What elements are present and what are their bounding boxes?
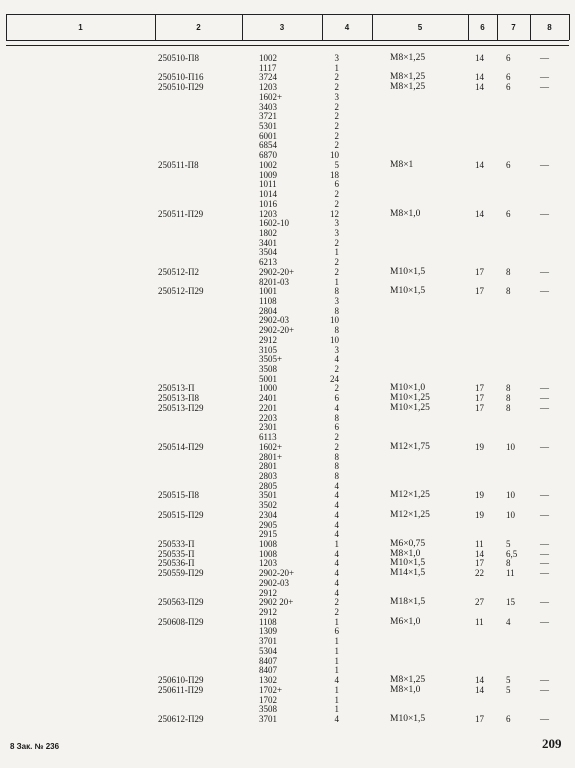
- cell-catalog-number: 1302: [259, 675, 277, 686]
- cell-catalog-number: 2912: [259, 587, 277, 598]
- cell-thread: M10×1,25: [390, 393, 430, 404]
- cell-height: 8: [506, 383, 511, 394]
- cell-catalog-number: 5304: [259, 645, 277, 656]
- cell-catalog-number: 3701: [259, 636, 277, 647]
- cell-designation: 250559-П29: [158, 568, 204, 579]
- cell-quantity: 1: [334, 247, 339, 258]
- cell-quantity: 24: [330, 373, 339, 384]
- cell-catalog-number: 6854: [259, 140, 277, 151]
- cell-quantity: 2: [334, 441, 339, 452]
- cell-catalog-number: 3508: [259, 704, 277, 715]
- header-col-5: 5: [417, 22, 423, 32]
- cell-catalog-number: 2912: [259, 607, 277, 618]
- cell-quantity: 8: [334, 461, 339, 472]
- cell-quantity: 1: [334, 704, 339, 715]
- cell-catalog-number: 6001: [259, 130, 277, 141]
- cell-quantity: 1: [334, 62, 339, 73]
- cell-catalog-number: 1011: [259, 179, 277, 190]
- cell-thread: M8×1,0: [390, 548, 421, 559]
- cell-note: —: [540, 713, 549, 724]
- cell-designation: 250536-П: [158, 558, 195, 569]
- cell-catalog-number: 2912: [259, 334, 277, 345]
- cell-designation: 250514-П29: [158, 441, 204, 452]
- cell-thread: M12×1,75: [390, 441, 430, 452]
- cell-quantity: 10: [330, 334, 339, 345]
- cell-thread: M14×1,5: [390, 568, 426, 579]
- cell-key-size: 14: [475, 684, 484, 695]
- cell-quantity: 2: [334, 121, 339, 132]
- cell-catalog-number: 1117: [259, 62, 277, 73]
- cell-note: —: [540, 597, 549, 608]
- cell-thread: M8×1: [390, 159, 414, 170]
- cell-quantity: 1: [334, 684, 339, 695]
- cell-quantity: 6: [334, 626, 339, 637]
- cell-quantity: 4: [334, 548, 339, 559]
- cell-quantity: 4: [334, 500, 339, 511]
- cell-catalog-number: 2805: [259, 480, 277, 491]
- cell-thread: M6×0,75: [390, 539, 426, 549]
- cell-quantity: 1: [334, 665, 339, 676]
- cell-key-size: 19: [475, 490, 484, 501]
- cell-catalog-number: 2203: [259, 412, 277, 423]
- cell-catalog-number: 3508: [259, 364, 277, 375]
- cell-catalog-number: 1009: [259, 169, 277, 180]
- cell-key-size: 17: [475, 383, 484, 394]
- header-col-7: 7: [511, 22, 516, 32]
- cell-designation: 250612-П29: [158, 713, 204, 724]
- cell-catalog-number: 2801+: [259, 451, 283, 462]
- cell-thread: M10×1,0: [390, 383, 426, 394]
- cell-catalog-number: 2915: [259, 529, 277, 540]
- cell-height: 11: [506, 568, 515, 579]
- cell-note: —: [540, 402, 549, 413]
- cell-thread: M10×1,5: [390, 558, 426, 569]
- cell-quantity: 3: [334, 227, 339, 238]
- page-number: 209: [542, 736, 562, 751]
- cell-catalog-number: 6113: [259, 432, 277, 443]
- cell-catalog-number: 1002: [259, 159, 277, 170]
- cell-quantity: 2: [334, 237, 339, 248]
- cell-key-size: 17: [475, 713, 484, 724]
- cell-height: 10: [506, 490, 515, 501]
- cell-catalog-number: 2902-20+: [259, 325, 295, 336]
- cell-note: —: [540, 568, 549, 579]
- cell-catalog-number: 2902-20+: [259, 568, 295, 579]
- cell-designation: 250610-П29: [158, 675, 204, 686]
- cell-catalog-number: 3504: [259, 247, 277, 258]
- cell-catalog-number: 1702: [259, 694, 277, 705]
- cell-quantity: 1: [334, 616, 339, 627]
- cell-quantity: 3: [334, 218, 339, 229]
- cell-key-size: 19: [475, 509, 484, 520]
- cell-quantity: 12: [330, 208, 339, 219]
- print-signature: 8 Зак. № 236: [10, 742, 60, 751]
- cell-note: —: [540, 72, 549, 83]
- cell-thread: M10×1,5: [390, 286, 426, 297]
- cell-thread: M12×1,25: [390, 509, 430, 520]
- cell-catalog-number: 1008: [259, 548, 277, 559]
- cell-note: —: [540, 490, 549, 501]
- cell-key-size: 14: [475, 159, 484, 170]
- cell-key-size: 14: [475, 72, 484, 83]
- cell-designation: 250510-П16: [158, 72, 204, 83]
- cell-designation: 250563-П29: [158, 597, 204, 608]
- cell-quantity: 4: [334, 354, 339, 365]
- cell-height: 6: [506, 208, 511, 219]
- cell-catalog-number: 2803: [259, 470, 277, 481]
- cell-quantity: 6: [334, 393, 339, 404]
- cell-catalog-number: 3505+: [259, 354, 283, 365]
- cell-quantity: 2: [334, 111, 339, 122]
- cell-catalog-number: 1203: [259, 208, 277, 219]
- cell-quantity: 1: [334, 276, 339, 287]
- cell-catalog-number: 6870: [259, 150, 277, 161]
- cell-quantity: 4: [334, 587, 339, 598]
- cell-key-size: 17: [475, 402, 484, 413]
- cell-note: —: [540, 548, 549, 559]
- cell-quantity: 5: [334, 159, 339, 170]
- cell-thread: M10×1,25: [390, 402, 430, 413]
- cell-height: 8: [506, 286, 511, 297]
- cell-key-size: 27: [475, 597, 484, 608]
- cell-quantity: 3: [334, 91, 339, 102]
- cell-height: 6: [506, 82, 511, 93]
- cell-thread: M18×1,5: [390, 597, 426, 608]
- cell-note: —: [540, 82, 549, 93]
- cell-catalog-number: 3501: [259, 490, 277, 501]
- header-col-3: 3: [279, 22, 285, 32]
- cell-catalog-number: 1000: [259, 383, 277, 394]
- cell-height: 8: [506, 266, 511, 277]
- cell-catalog-number: 1108: [259, 616, 277, 627]
- cell-quantity: 4: [334, 529, 339, 540]
- cell-quantity: 2: [334, 432, 339, 443]
- header-col-2: 2: [196, 22, 201, 32]
- cell-key-size: 14: [475, 675, 484, 686]
- cell-designation: 250512-П29: [158, 286, 204, 297]
- cell-quantity: 1: [334, 645, 339, 656]
- cell-quantity: 2: [334, 189, 339, 200]
- cell-designation: 250510-П29: [158, 82, 204, 93]
- cell-catalog-number: 1016: [259, 198, 277, 209]
- cell-note: —: [540, 159, 549, 170]
- cell-height: 5: [506, 684, 511, 695]
- cell-catalog-number: 2902 20+: [259, 597, 294, 608]
- cell-catalog-number: 6213: [259, 257, 277, 268]
- cell-quantity: 3: [334, 296, 339, 306]
- cell-catalog-number: 8407: [259, 665, 277, 676]
- cell-quantity: 4: [334, 402, 339, 413]
- cell-designation: 250611-П29: [158, 684, 204, 695]
- cell-quantity: 2: [334, 101, 339, 112]
- cell-catalog-number: 1602+: [259, 91, 283, 102]
- cell-quantity: 8: [334, 305, 339, 316]
- cell-catalog-number: 8201-03: [259, 276, 289, 287]
- cell-designation: 250510-П8: [158, 53, 199, 63]
- cell-thread: M8×1,0: [390, 684, 421, 695]
- cell-note: —: [540, 286, 549, 297]
- cell-key-size: 11: [475, 539, 484, 549]
- cell-catalog-number: 2905: [259, 519, 277, 530]
- cell-quantity: 4: [334, 480, 339, 491]
- cell-thread: M8×1,25: [390, 675, 426, 686]
- cell-key-size: 11: [475, 616, 484, 627]
- cell-quantity: 2: [334, 597, 339, 608]
- cell-quantity: 6: [334, 422, 339, 433]
- cell-catalog-number: 1203: [259, 558, 277, 569]
- cell-catalog-number: 2304: [259, 509, 277, 520]
- cell-height: 10: [506, 441, 515, 452]
- cell-quantity: 2: [334, 140, 339, 151]
- cell-designation: 250511-П29: [158, 208, 204, 219]
- cell-quantity: 1: [334, 694, 339, 705]
- cell-key-size: 17: [475, 286, 484, 297]
- cell-catalog-number: 3724: [259, 72, 277, 83]
- cell-quantity: 2: [334, 607, 339, 618]
- cell-quantity: 10: [330, 315, 339, 326]
- cell-key-size: 14: [475, 53, 484, 63]
- cell-note: —: [540, 393, 549, 404]
- header-col-4: 4: [344, 22, 350, 32]
- table-rule: [6, 40, 569, 41]
- cell-key-size: 17: [475, 393, 484, 404]
- cell-quantity: 4: [334, 568, 339, 579]
- cell-quantity: 2: [334, 82, 339, 93]
- cell-quantity: 4: [334, 577, 339, 588]
- cell-thread: M10×1,5: [390, 266, 426, 277]
- cell-quantity: 3: [334, 53, 339, 63]
- cell-quantity: 2: [334, 364, 339, 375]
- cell-catalog-number: 3403: [259, 101, 277, 112]
- cell-thread: M12×1,25: [390, 490, 430, 501]
- cell-catalog-number: 1108: [259, 296, 277, 306]
- cell-height: 6: [506, 713, 511, 724]
- cell-quantity: 8: [334, 451, 339, 462]
- cell-key-size: 14: [475, 208, 484, 219]
- cell-quantity: 4: [334, 509, 339, 520]
- cell-quantity: 3: [334, 344, 339, 355]
- cell-height: 5: [506, 539, 511, 549]
- cell-catalog-number: 3502: [259, 500, 277, 511]
- cell-quantity: 2: [334, 130, 339, 141]
- cell-catalog-number: 1602+: [259, 441, 283, 452]
- header-col-8: 8: [547, 22, 552, 32]
- cell-height: 8: [506, 402, 511, 413]
- cell-quantity: 2: [334, 257, 339, 268]
- cell-quantity: 4: [334, 519, 339, 530]
- cell-catalog-number: 2401: [259, 393, 277, 404]
- header-col-1: 1: [78, 22, 83, 32]
- cell-quantity: 6: [334, 179, 339, 190]
- cell-note: —: [540, 509, 549, 520]
- cell-catalog-number: 5001: [259, 373, 277, 384]
- cell-height: 8: [506, 393, 511, 404]
- cell-height: 6: [506, 159, 511, 170]
- cell-key-size: 17: [475, 266, 484, 277]
- cell-designation: 250535-П: [158, 548, 195, 559]
- cell-quantity: 1: [334, 539, 339, 549]
- column-divider: [569, 14, 570, 40]
- cell-key-size: 17: [475, 558, 484, 569]
- cell-note: —: [540, 383, 549, 394]
- cell-catalog-number: 3701: [259, 713, 277, 724]
- cell-catalog-number: 2804: [259, 305, 277, 316]
- cell-note: —: [540, 684, 549, 695]
- cell-height: 6: [506, 72, 511, 83]
- cell-thread: M8×1,0: [390, 208, 421, 219]
- cell-height: 6: [506, 53, 511, 63]
- cell-catalog-number: 1702+: [259, 684, 283, 695]
- cell-height: 5: [506, 675, 511, 686]
- cell-catalog-number: 2902-03: [259, 315, 289, 326]
- cell-note: —: [540, 266, 549, 277]
- cell-note: —: [540, 441, 549, 452]
- cell-height: 8: [506, 558, 511, 569]
- cell-note: —: [540, 675, 549, 686]
- cell-catalog-number: 2902-03: [259, 577, 289, 588]
- cell-thread: M8×1,25: [390, 82, 426, 93]
- cell-quantity: 2: [334, 198, 339, 209]
- cell-catalog-number: 1008: [259, 539, 277, 549]
- cell-catalog-number: 2902-20+: [259, 266, 295, 277]
- cell-quantity: 10: [330, 150, 339, 161]
- cell-quantity: 2: [334, 383, 339, 394]
- cell-height: 15: [506, 597, 515, 608]
- cell-catalog-number: 1002: [259, 53, 277, 63]
- cell-catalog-number: 2201: [259, 402, 277, 413]
- cell-key-size: 14: [475, 548, 484, 559]
- cell-key-size: 22: [475, 568, 484, 579]
- cell-quantity: 1: [334, 636, 339, 647]
- cell-designation: 250513-П: [158, 383, 195, 394]
- cell-thread: M6×1,0: [390, 616, 421, 627]
- cell-quantity: 8: [334, 325, 339, 336]
- cell-quantity: 4: [334, 713, 339, 724]
- cell-quantity: 8: [334, 470, 339, 481]
- cell-catalog-number: 1203: [259, 82, 277, 93]
- cell-catalog-number: 3401: [259, 237, 277, 248]
- cell-quantity: 18: [330, 169, 339, 180]
- cell-thread: M8×1,25: [390, 72, 426, 83]
- cell-note: —: [540, 558, 549, 569]
- cell-height: 4: [506, 616, 511, 627]
- cell-designation: 250513-П8: [158, 393, 199, 404]
- cell-designation: 250511-П8: [158, 159, 199, 170]
- cell-designation: 250513-П29: [158, 402, 204, 413]
- cell-quantity: 2: [334, 266, 339, 277]
- cell-note: —: [540, 53, 549, 63]
- header-col-6: 6: [480, 22, 485, 32]
- cell-catalog-number: 1001: [259, 286, 277, 297]
- cell-catalog-number: 8407: [259, 655, 277, 666]
- cell-designation: 250515-П29: [158, 509, 204, 520]
- cell-key-size: 14: [475, 82, 484, 93]
- cell-catalog-number: 3721: [259, 111, 277, 122]
- cell-catalog-number: 1802: [259, 227, 277, 238]
- cell-designation: 250533-П: [158, 539, 195, 549]
- cell-catalog-number: 1014: [259, 189, 277, 200]
- cell-catalog-number: 1602-10: [259, 218, 289, 229]
- cell-note: —: [540, 616, 549, 627]
- cell-catalog-number: 5301: [259, 121, 277, 132]
- cell-height: 6,5: [506, 548, 518, 559]
- cell-catalog-number: 2301: [259, 422, 277, 433]
- cell-quantity: 4: [334, 675, 339, 686]
- cell-quantity: 2: [334, 72, 339, 83]
- cell-catalog-number: 2801: [259, 461, 277, 472]
- cell-quantity: 8: [334, 412, 339, 423]
- cell-quantity: 1: [334, 655, 339, 666]
- cell-designation: 250512-П2: [158, 266, 199, 277]
- cell-catalog-number: 3105: [259, 344, 277, 355]
- cell-note: —: [540, 539, 549, 549]
- cell-designation: 250515-П8: [158, 490, 199, 501]
- cell-key-size: 19: [475, 441, 484, 452]
- cell-thread: M10×1,5: [390, 713, 426, 724]
- cell-note: —: [540, 208, 549, 219]
- cell-quantity: 4: [334, 490, 339, 501]
- cell-catalog-number: 1309: [259, 626, 277, 637]
- table-rule: [6, 45, 569, 46]
- cell-quantity: 8: [334, 286, 339, 297]
- cell-designation: 250608-П29: [158, 616, 204, 627]
- cell-quantity: 4: [334, 558, 339, 569]
- cell-thread: M8×1,25: [390, 53, 426, 63]
- cell-height: 10: [506, 509, 515, 520]
